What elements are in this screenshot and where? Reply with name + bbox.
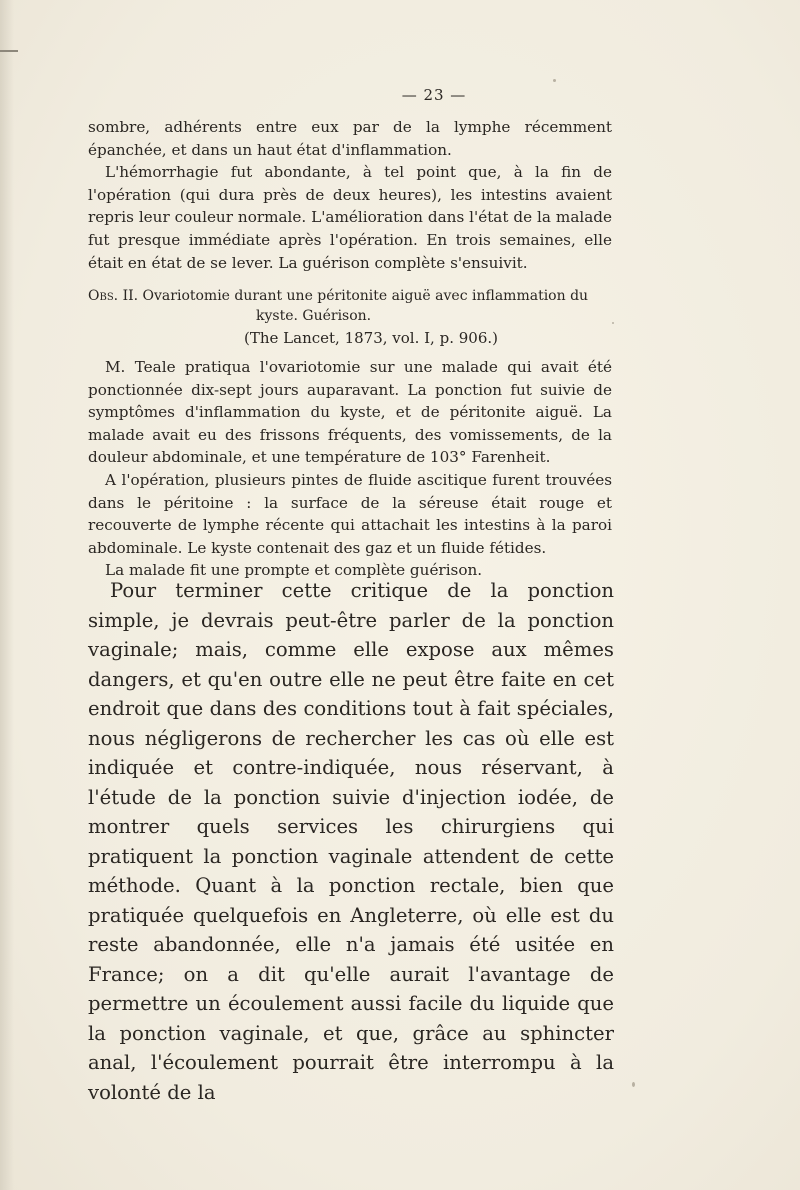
intro-paragraph-continued: sombre, adhérents entre eux par de la lymphe récemment épanchée, et dans un haut état d'inflammation. [88, 118, 612, 159]
margin-mark [0, 50, 18, 52]
paper-speck [553, 79, 556, 82]
observation-source: (The Lancet, 1873, vol. I, p. 906.) [244, 329, 498, 347]
observation-heading [88, 286, 614, 348]
paper-speck [612, 322, 614, 324]
observation-paragraph: A l'opération, plusieurs pintes de fluide ascitique furent trouvées dans le péritoine : la surface de la séreuse était rouge et recouverte de lymphe récente qui attachait les intestins à la paroi abdominale. Le kyste contenait des gaz et un fluide fétides. [88, 470, 612, 557]
observation-text-block [88, 356, 612, 582]
observation-paragraph: M. Teale pratiqua l'ovariotomie sur une malade qui avait été ponctionnée dix-sept jours auparavant. La ponction fut suivie de symptômes d'inflammation du kyste, et de péritonite aiguë. La malade avait eu des frissons fréquents, des vomissements, de la douleur abdominale, et une température de 103° Farenheit. [88, 358, 612, 467]
observation-title-line2: kyste. Guérison. [256, 308, 372, 324]
intro-paragraph: L'hémorrhagie fut abondante, à tel point que, à la fin de l'opération (qui dura près de deux heures), les intestins avaient repris leur couleur normale. L'amélioration dans l'état de la malade fut presque immédiate après l'opération. En trois semaines, elle était en état de se lever. La guérison complète s'ensuivit. [88, 163, 612, 272]
observation-label: Obs. II. [88, 288, 139, 304]
observation-paragraph: La malade fit une prompte et complète guérison. [105, 561, 483, 580]
main-text-block [88, 576, 614, 1107]
observation-title-line1: Ovariotomie durant une péritonite aiguë avec inflammation du [142, 288, 589, 304]
paper-speck [632, 1082, 635, 1087]
page-number: — 23 — [401, 86, 467, 104]
page-gutter-shadow [0, 0, 14, 1190]
main-paragraph: Pour terminer cette critique de la ponction simple, je devrais peut-être parler de la ponction vaginale; mais, comme elle expose aux mêmes dangers, et qu'en outre elle ne peut être faite en cet endroit que dans des conditions tout à fait spéciales, nous négligerons de rechercher les cas où elle est indiquée et contre-indiquée, nous réservant, à l'étude de la ponction suivie d'injection iodée, de montrer quels services les chirurgiens qui pratiquent la ponction vaginale attendent de cette méthode. Quant à la ponction rectale, bien que pratiquée quelquefois en Angleterre, où elle est du reste abandonnée, elle n'a jamais été usitée en France; on a dit qu'elle aurait l'avantage de permettre un écoulement aussi facile du liquide que la ponction vaginale, et que, grâce au sphincter anal, l'écoulement pourrait être interrompu à la volonté de la [88, 579, 614, 1104]
intro-text-block [88, 116, 612, 274]
